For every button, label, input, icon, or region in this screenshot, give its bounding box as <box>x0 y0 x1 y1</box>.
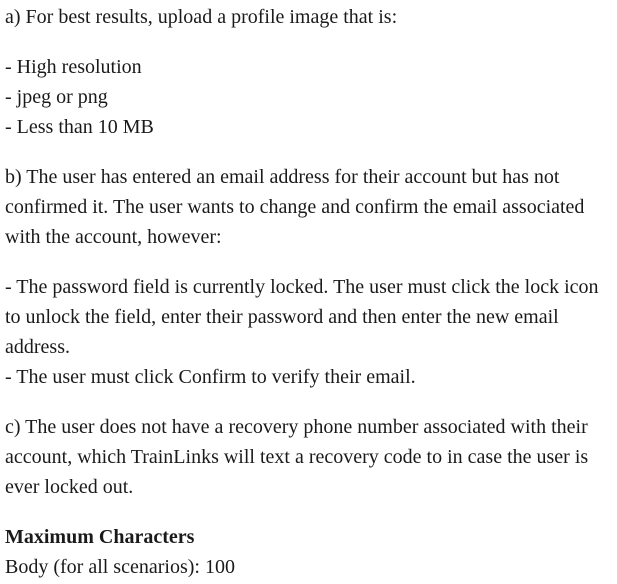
section-a-item-format: - jpeg or png <box>5 86 108 108</box>
section-b-intro: b) The user has entered an email address for their account but has not confirmed it. The user wants to change and confirm the email associated with the account, however: <box>5 166 585 248</box>
limits-heading: Maximum Characters <box>5 526 195 548</box>
section-b-item-confirm: - The user must click Confirm to verify their email. <box>5 366 416 388</box>
section-b-item-password: - The password field is currently locked. The user must click the lock icon to unlock the field, enter their password and then enter the new email address. <box>5 276 599 358</box>
section-a-item-size: - Less than 10 MB <box>5 116 154 138</box>
spacer <box>5 252 613 272</box>
section-c-text: c) The user does not have a recovery phone number associated with their account, which TrainLinks will text a recovery code to in case the user is ever locked out. <box>5 416 589 498</box>
spacer <box>5 392 613 412</box>
limits-body: Body (for all scenarios): 100 <box>5 556 235 578</box>
section-a-item-resolution: - High resolution <box>5 56 142 78</box>
document <box>5 2 613 582</box>
spacer <box>5 142 613 162</box>
section-a-intro: a) For best results, upload a profile image that is: <box>5 6 398 28</box>
spacer <box>5 32 613 52</box>
spacer <box>5 502 613 522</box>
